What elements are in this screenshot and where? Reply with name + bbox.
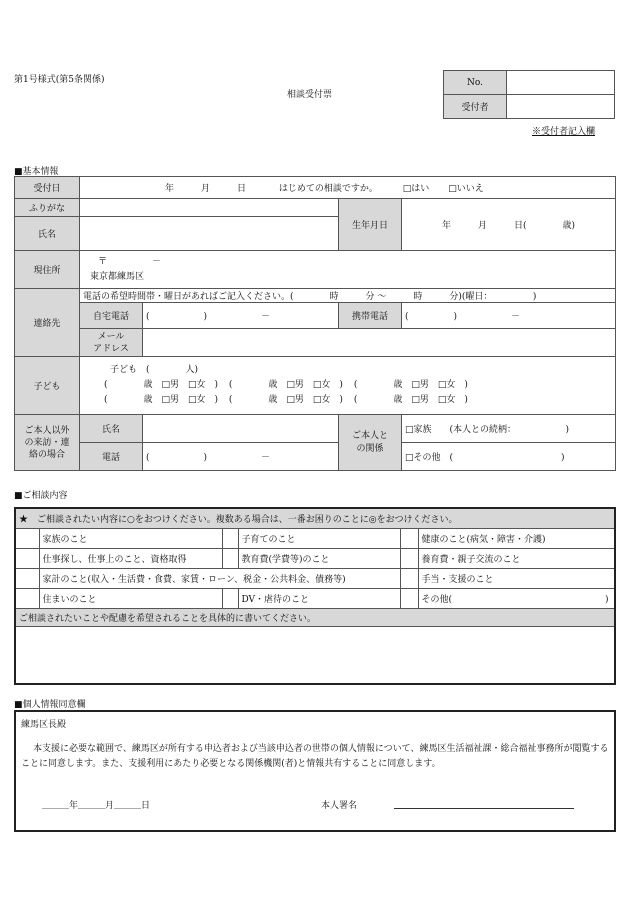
consult-item: DV・虐待のこと [238, 588, 400, 608]
consult-table [14, 507, 616, 685]
check-cell[interactable] [400, 548, 418, 568]
consult-item: 子育てのこと [238, 528, 400, 548]
consult-detail-label: ご相談されたいことや配慮を希望されることを具体的に書いてください。 [15, 608, 615, 626]
basic-section-title: ■基本情報 [14, 167, 59, 177]
receiver-note: ※受付者記入欄 [532, 127, 596, 137]
check-cell[interactable] [400, 568, 418, 588]
contact-label: 連絡先 [15, 289, 80, 357]
other-visitor-line2: の来訪・連 [24, 437, 70, 448]
ward-text: 東京都練馬区 [90, 271, 145, 282]
receipt-box [443, 70, 615, 119]
check-cell[interactable] [222, 548, 238, 568]
child-entry[interactable]: ( 歳 □男 □女 ) [104, 395, 219, 405]
signature-label: 本人署名 [321, 801, 358, 811]
postal-code-field[interactable]: 〒 － [98, 256, 162, 267]
home-phone-label: 自宅電話 [80, 303, 143, 329]
relation-label-line2: の関係 [356, 443, 384, 454]
reception-date-label: 受付日 [15, 177, 80, 199]
child-entry[interactable]: ( 歳 □男 □女 ) [228, 395, 343, 405]
consult-item: 家計のこと(収入・生活費・食費、家賃・ローン、税金・公共料金、債務等) [39, 568, 400, 588]
children-label: 子ども [15, 357, 80, 415]
consult-detail-field[interactable] [15, 626, 615, 684]
furigana-field[interactable] [80, 199, 339, 217]
consent-box [14, 710, 616, 832]
addressee: 練馬区長殿 [21, 720, 67, 730]
reception-date-field[interactable]: 年 月 日 [165, 184, 247, 194]
birthdate-field[interactable]: 年 月 日( 歳) [402, 199, 616, 251]
check-cell[interactable] [400, 528, 418, 548]
mobile-phone-field[interactable]: ( ) － [402, 303, 616, 329]
children-count[interactable]: 子ども ( 人) [110, 365, 199, 375]
consult-item: 手当・支援のこと [418, 568, 615, 588]
consent-text: 本支援に必要な範囲で、練馬区が所有する申込者および当該申込者の世帯の個人情報について、練馬区生活福祉課・総合福祉事務所が閲覧することに同意します。また、支援利用にあたり必要となる関係機関(者)と情報共有することに同意します。 [21, 744, 609, 769]
check-cell[interactable] [222, 528, 238, 548]
consult-item: 住まいのこと [39, 588, 222, 608]
check-cell[interactable] [15, 588, 39, 608]
child-entry[interactable]: ( 歳 □男 □女 ) [104, 380, 219, 390]
form-title: 相談受付票 [287, 90, 333, 100]
first-no-checkbox[interactable]: □ いいえ [448, 184, 484, 194]
consult-item: 家族のこと [39, 528, 222, 548]
consult-item: その他( ) [418, 588, 615, 608]
receiver-label: 受付者 [444, 95, 507, 119]
basic-info-table [14, 176, 616, 471]
consult-instruction: ★ ご相談されたい内容に○をおつけください。複数ある場合は、一番お困りのことに◎をおつけください。 [15, 508, 615, 528]
children-field[interactable] [80, 357, 616, 415]
other-name-label: 氏名 [80, 415, 143, 443]
consent-date-field[interactable]: ＿＿＿年＿＿＿月＿＿＿日 [42, 801, 151, 811]
check-cell[interactable] [15, 528, 39, 548]
check-cell[interactable] [15, 568, 39, 588]
first-time-question: はじめての相談ですか。 [278, 184, 378, 194]
other-visitor-line1: ご本人以外 [24, 425, 70, 436]
receiver-field[interactable] [507, 95, 615, 119]
other-visitor-label [15, 415, 80, 471]
consult-section-title: ■ご相談内容 [14, 491, 68, 501]
other-phone-label: 電話 [80, 443, 143, 471]
mail-field[interactable] [143, 329, 616, 357]
mobile-phone-label: 携帯電話 [339, 303, 402, 329]
mail-label-line2: アドレス [93, 343, 129, 354]
family-checkbox[interactable]: □ 家族 (本人との続柄： ) [402, 415, 616, 443]
consult-item: 教育費(学費等)のこと [238, 548, 400, 568]
consult-item: 養育費・親子交流のこと [418, 548, 615, 568]
contact-time-field[interactable]: 電話の希望時間帯・曜日があればご記入ください。( 時 分 ～ 時 分)(曜日： ) [80, 289, 616, 303]
child-entry[interactable]: ( 歳 □男 □女 ) [228, 380, 343, 390]
first-yes-checkbox[interactable]: □ はい [403, 184, 430, 194]
other-visitor-line3: 絡の場合 [28, 449, 65, 460]
child-entry[interactable]: ( 歳 □男 □女 ) [353, 380, 468, 390]
consent-section-title: ■個人情報同意欄 [14, 700, 86, 710]
mail-label-line1: メール [97, 331, 125, 342]
other-relation-checkbox[interactable]: □ その他 ( ) [402, 443, 616, 471]
consult-item: 健康のこと(病気・障害・介護) [418, 528, 615, 548]
child-entry[interactable]: ( 歳 □男 □女 ) [353, 395, 468, 405]
no-field[interactable] [507, 71, 615, 95]
signature-line[interactable] [394, 808, 574, 809]
check-cell[interactable] [400, 588, 418, 608]
no-label: No. [444, 71, 507, 95]
form-number: 第1号様式(第5条関係) [14, 75, 105, 85]
home-phone-field[interactable]: ( ) － [143, 303, 339, 329]
name-field[interactable] [80, 217, 339, 251]
mail-label [80, 329, 143, 357]
other-name-field[interactable] [143, 415, 339, 443]
other-phone-field[interactable]: ( ) － [143, 443, 339, 471]
relation-label-line1: ご本人と [351, 430, 388, 441]
consult-item: 仕事探し、仕事上のこと、資格取得 [39, 548, 222, 568]
relation-label [339, 415, 402, 471]
check-cell[interactable] [15, 548, 39, 568]
birthdate-label: 生年月日 [339, 199, 402, 251]
check-cell[interactable] [222, 588, 238, 608]
furigana-label: ふりがな [15, 199, 80, 217]
name-label: 氏名 [15, 217, 80, 251]
address-label: 現住所 [15, 251, 80, 289]
